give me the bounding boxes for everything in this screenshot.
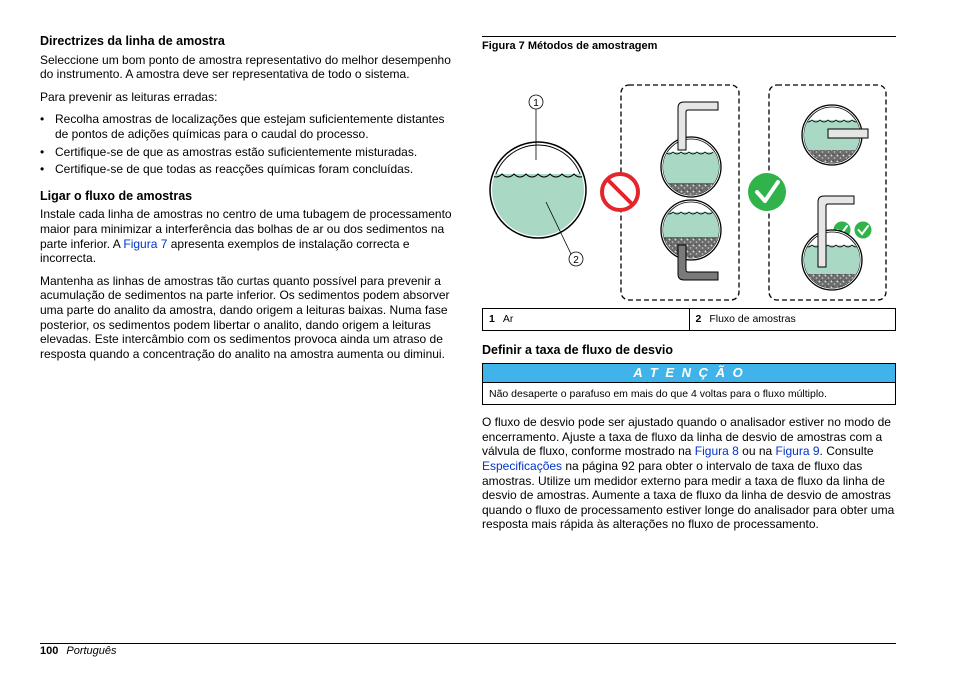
figure-sampling-methods	[482, 52, 896, 302]
paragraph-representative-sample: Seleccione um bom ponto de amostra representativo do melhor desempenho do instrumento. A amostra deve ser representativa de todo o sistema.	[40, 52, 451, 82]
footer-language: Português	[66, 645, 117, 657]
legend-cell: 2 Fluxo de amostras	[689, 309, 896, 331]
list-item: • Certifique-se de que as amostras estão suficientemente misturadas.	[40, 145, 458, 160]
figure-caption: Figura 7 Métodos de amostragem	[482, 36, 896, 52]
pipe-air-intake	[652, 102, 732, 202]
page-footer	[40, 643, 896, 659]
check-icon	[855, 222, 872, 239]
link-figure-8[interactable]: Figura 8	[694, 444, 739, 459]
svg-text:2: 2	[573, 255, 579, 266]
right-column	[482, 36, 896, 540]
pipe-sediment-intake	[652, 200, 732, 280]
guideline-list	[40, 112, 458, 176]
pipe-center-intake	[797, 196, 872, 295]
check-icon	[748, 173, 786, 211]
left-column	[40, 34, 458, 369]
list-item: • Certifique-se de que todas as reacções químicas foram concluídas.	[40, 162, 458, 177]
heading-sample-line-guidelines: Directrizes da linha de amostra	[40, 34, 225, 48]
page-number: 100	[40, 645, 59, 657]
svg-text:1: 1	[533, 98, 539, 109]
caution-title: A T E N Ç Ã O	[483, 364, 895, 382]
paragraph-install-sample-line: Instale cada linha de amostras no centro de uma tubagem de processamento maior para minimizar a interferência das bolhas de ar ou dos sedimentos na parte inferior. A Figura 7 apresenta exemplos de instalação correcta e incorrecta.	[40, 207, 452, 266]
link-figure-9[interactable]: Figura 9	[775, 444, 820, 459]
heading-connect-sample-flow: Ligar o fluxo de amostras	[40, 188, 193, 203]
sampling-methods-illustration	[482, 52, 896, 302]
pipe-side-intake	[797, 105, 872, 170]
link-specifications[interactable]: Especificações	[482, 458, 563, 473]
link-figure-7[interactable]: Figura 7	[123, 236, 168, 251]
table-row	[483, 309, 896, 331]
paragraph-bypass-flow: O fluxo de desvio pode ser ajustado quando o analisador estiver no modo de encerramento. Ajuste a taxa de fluxo da linha de desvio de amostras com a válvula de fluxo, conforme mostrado na Figura 8 ou na Figura 9. Consulte Especificações na página 92 para obter o intervalo de taxa de fluxo das amostras. Utilize um medidor externo para medir a taxa de fluxo da linha de desvio de amostras. Aumente a taxa de fluxo da linha de desvio de amostras quando o fluxo de processamento estiver longe do analisador para obter uma resposta mais rápida às alterações no fluxo de processamento.	[482, 415, 895, 532]
caution-box	[482, 363, 896, 405]
paragraph-prevent-errors: Para prevenir as leituras erradas:	[40, 89, 218, 104]
pipe-cross-section	[482, 142, 602, 244]
paragraph-keep-lines-short: Mantenha as linhas de amostras tão curtas quanto possível para prevenir a acumulação de sedimentos na parte inferior. Os sedimentos podem absorver uma parte do analito da amostra, dando origem a leituras baixas. Numa fase posterior, os sedimentos podem libertar o analito, dando origem a leituras elevadas. Este intercâmbio com os sedimentos provoca ainda um atraso de resposta quando a concentração do analito na amostra aumenta ou diminui.	[40, 273, 450, 361]
prohibit-icon	[602, 174, 638, 210]
list-item: • Recolha amostras de localizações que estejam suficientemente distantes de pontos de adições químicas para o caudal do processo.	[40, 112, 458, 141]
figure-legend-table	[482, 308, 896, 331]
caution-text: Não desaperte o parafuso em mais do que 4 voltas para o fluxo múltiplo.	[483, 382, 895, 404]
legend-cell: 1 Ar	[483, 309, 690, 331]
heading-bypass-flow-rate: Definir a taxa de fluxo de desvio	[482, 342, 674, 357]
